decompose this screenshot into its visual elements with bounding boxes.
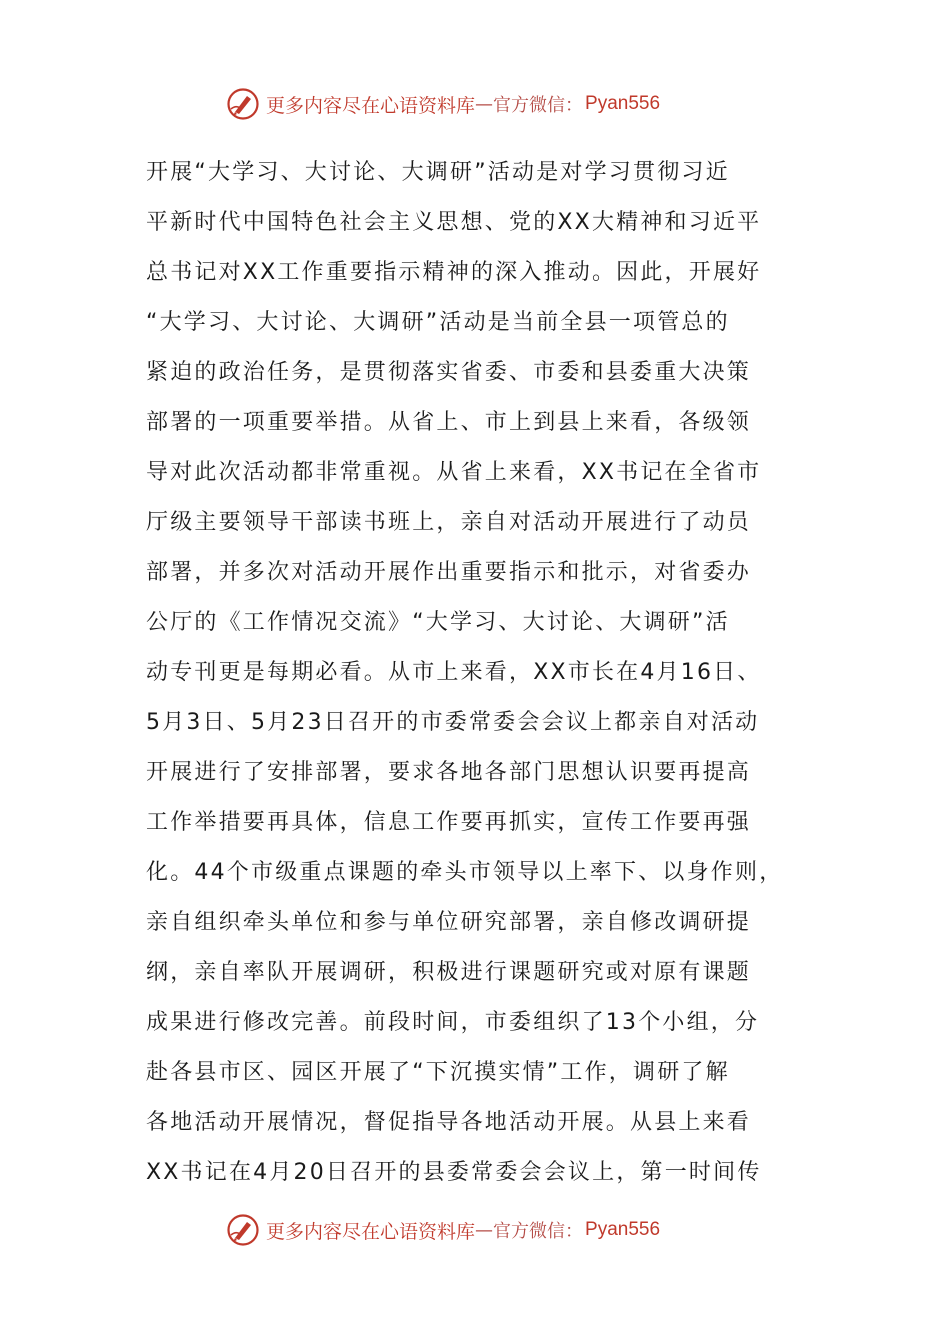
pen-logo-icon [226,1213,260,1247]
paragraph-line: 化。44个市级重点课题的牵头市领导以上率下、以身作则， [146,860,784,885]
paragraph-line: XX书记在4月20日召开的县委常委会会议上，第一时间传 [146,1160,762,1185]
watermark-title: 更多内容尽在心语资料库 [266,1220,476,1243]
paragraph-line: 总书记对XX工作重要指示精神的深入推动。因此，开展好 [146,260,762,285]
pen-logo-icon [226,87,260,121]
document-paragraph [146,148,836,1198]
paragraph-line: 动专刊更是每期必看。从市上来看，XX市长在4月16日、 [146,660,762,685]
paragraph-line: 工作举措要再具体，信息工作要再抓实，宣传工作要再强 [146,810,752,835]
paragraph-line: 开展“大学习、大讨论、大调研”活动是对学习贯彻习近 [146,160,730,185]
watermark-separator: — [475,93,494,115]
watermark-wechat-id: Pyan556 [585,1219,661,1240]
watermark-footer [226,1212,660,1248]
paragraph-line: 部署，并多次对活动开展作出重要指示和批示，对省委办 [146,560,752,585]
watermark-wechat-id: Pyan556 [585,93,661,114]
paragraph-line: 纲，亲自率队开展调研，积极进行课题研究或对原有课题 [146,960,752,985]
watermark-separator: — [475,1219,494,1241]
paragraph-line: 各地活动开展情况，督促指导各地活动开展。从县上来看 [146,1110,752,1135]
paragraph-line: 公厅的《工作情况交流》“大学习、大讨论、大调研”活 [146,610,730,635]
paragraph-line: 导对此次活动都非常重视。从省上来看，XX书记在全省市 [146,460,762,485]
watermark-header [226,86,660,122]
paragraph-line: 亲自组织牵头单位和参与单位研究部署，亲自修改调研提 [146,910,752,935]
paragraph-line: 5月3日、5月23日召开的市委常委会会议上都亲自对活动 [146,710,760,735]
paragraph-line: 厅级主要领导干部读书班上，亲自对活动开展进行了动员 [146,510,752,535]
paragraph-line: 部署的一项重要举措。从省上、市上到县上来看，各级领 [146,410,752,435]
paragraph-line: 赴各县市区、园区开展了“下沉摸实情”工作，调研了解 [146,1060,730,1085]
watermark-title: 更多内容尽在心语资料库 [266,94,476,117]
paragraph-line: 开展进行了安排部署，要求各地各部门思想认识要再提高 [146,760,752,785]
paragraph-line: 紧迫的政治任务，是贯彻落实省委、市委和县委重大决策 [146,360,752,385]
paragraph-line: “大学习、大讨论、大调研”活动是当前全县一项管总的 [146,310,730,335]
watermark-wechat-label: 官方微信： [493,1221,584,1242]
watermark-wechat-label: 官方微信： [493,95,584,116]
paragraph-line: 成果进行修改完善。前段时间，市委组织了13个小组，分 [146,1010,760,1035]
paragraph-line: 平新时代中国特色社会主义思想、党的XX大精神和习近平 [146,210,762,235]
